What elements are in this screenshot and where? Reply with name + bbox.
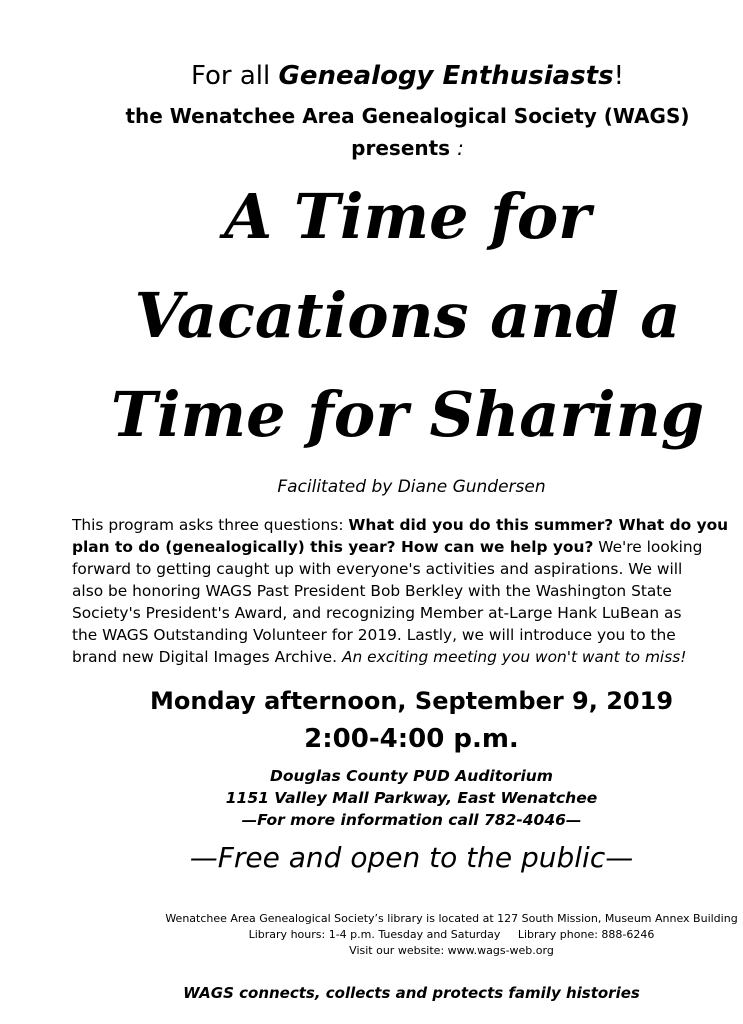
- description-line-2: [72, 536, 732, 558]
- description-questions: What did you do this summer? What do you: [348, 516, 729, 534]
- library-hours: Library hours: 1-4 p.m. Tuesday and Saturday Library phone: 888-6246: [248, 928, 655, 941]
- description-line-5: Society's President's Award, and recognizing Member at-Large Hank LuBean as: [72, 604, 682, 622]
- library-location: Wenatchee Area Genealogical Society’s library is located at 127 South Mission, Museum Annex Building: [165, 912, 738, 925]
- event-venue: Douglas County PUD Auditorium: [270, 767, 553, 785]
- free-notice: —Free and open to the public—: [189, 841, 634, 874]
- description-line-4: also be honoring WAGS Past President Bob Berkley with the Washington State: [72, 582, 672, 600]
- description-text: We're looking: [593, 538, 703, 556]
- intro-line-1: [36, 58, 743, 94]
- website: Visit our website: www.wags-web.org: [349, 944, 554, 957]
- event-address: 1151 Valley Mall Parkway, East Wenatchee: [225, 789, 598, 807]
- presents-colon: :: [457, 136, 464, 160]
- description-text: brand new Digital Images Archive.: [72, 648, 342, 666]
- description-line-3: forward to getting caught up with everyone's activities and aspirations. We will: [72, 560, 683, 578]
- tagline: WAGS connects, collects and protects family histories: [183, 984, 640, 1002]
- event-title-line-1: A Time for: [224, 180, 591, 253]
- info-phone: —For more information call 782-4046—: [241, 811, 582, 829]
- description-text: This program asks three questions:: [72, 516, 349, 534]
- description-line-1: [72, 514, 732, 536]
- event-time: 2:00-4:00 p.m.: [304, 724, 519, 754]
- event-title-line-2: Vacations and a: [134, 279, 681, 352]
- presents-word: presents: [351, 136, 458, 160]
- presents-line: [36, 134, 743, 162]
- event-date: Monday afternoon, September 9, 2019: [149, 687, 674, 715]
- description-closing: An exciting meeting you won't want to miss!: [341, 648, 687, 666]
- event-title-line-3: Time for Sharing: [110, 378, 705, 451]
- description-line-7: [72, 646, 732, 668]
- program-description: [72, 514, 732, 668]
- facilitator: Facilitated by Diane Gundersen: [277, 477, 546, 497]
- intro-exclamation: !: [613, 61, 625, 91]
- society-name: the Wenatchee Area Genealogical Society (WAGS): [125, 104, 690, 128]
- intro-emphasis: Genealogy Enthusiasts: [278, 61, 614, 91]
- intro-prefix: For all: [190, 61, 279, 91]
- description-line-6: the WAGS Outstanding Volunteer for 2019. Lastly, we will introduce you to the: [72, 626, 676, 644]
- description-questions: plan to do (genealogically) this year? How can we help you?: [72, 538, 594, 556]
